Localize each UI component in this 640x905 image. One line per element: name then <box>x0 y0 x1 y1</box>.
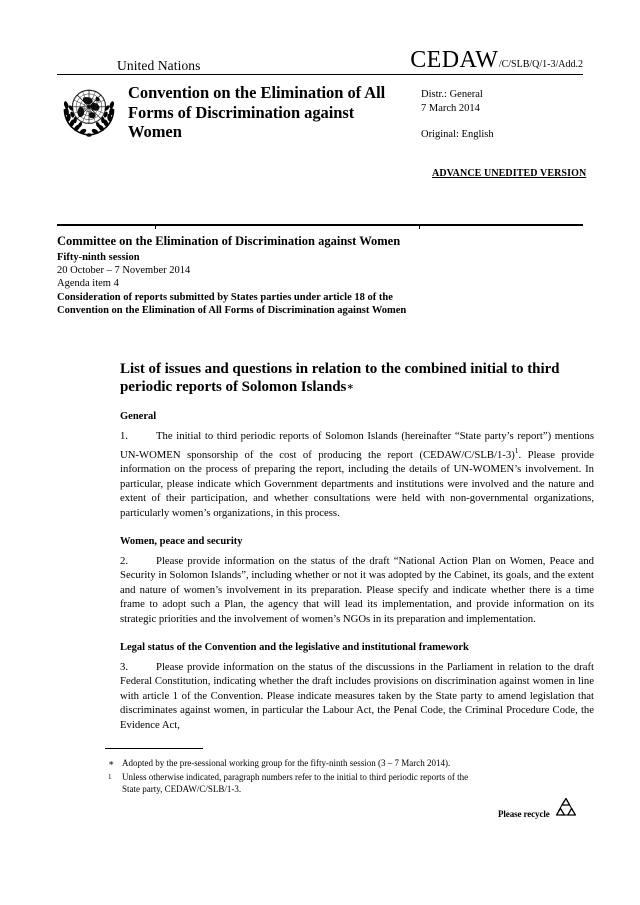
paragraph-text-a: Please provide information on the status of the discussions in the Parliament in relation to the draft Federal Constitution, indicating whether the draft includes provisions on discrimination against women in line with article 1 of the Convention. Please indicate measures taken by the State party to amend legislation that discriminates against women, in particular the Labour Act, the Penal Code, the Criminal Procedure Code, the Evidence Act, <box>120 660 594 731</box>
document-symbol-prefix: CEDAW <box>410 47 499 73</box>
convention-title: Convention on the Elimination of All Forms of Discrimination against Women <box>128 83 386 141</box>
recycle-label: Please recycle <box>498 808 550 819</box>
rule-tick-right <box>419 225 420 229</box>
footnote-text: Adopted by the pre-sessional working group for the fifty-ninth session (3 – 7 March 2014). <box>122 758 451 768</box>
document-date: 7 March 2014 <box>421 103 480 114</box>
footnote-text <box>122 771 595 796</box>
original-language: Original: English <box>421 129 494 140</box>
footnote-text-line1: Unless otherwise indicated, paragraph numbers refer to the initial to third periodic reports of the <box>122 771 469 782</box>
advance-unedited-notice: ADVANCE UNEDITED VERSION <box>432 168 587 179</box>
committee-dates: 20 October – 7 November 2014 <box>57 265 191 276</box>
footnote-marker: 1 <box>108 772 112 781</box>
masthead-top-row <box>57 48 583 72</box>
committee-session: Fifty-ninth session <box>57 252 140 263</box>
spacer <box>421 116 494 128</box>
page-title <box>120 360 594 396</box>
paragraph-text-a: The initial to third periodic reports of Solomon Islands (hereinafter “State party’s report”) mentions UN-WOMEN sponsorship of the cost of producing the report (CEDAW/C/SLB/1-3) <box>120 430 594 461</box>
paragraph-text-b: . Please provide information on the process of preparing the report, including the details of UN-WOMEN’s involvement. In particular, please indicate which Government departments and institutions were involved and the nature and extent of their participation, and whether consultations were held with non-governmental organizations, particularly women’s organizations, in this process. <box>120 448 595 519</box>
recycle-icon <box>550 796 579 831</box>
page-title-text: List of issues and questions in relation to the combined initial to third periodic reports of Solomon Islands <box>120 361 560 395</box>
section-heading-general: General <box>120 411 157 422</box>
paragraph-number: 1. <box>120 430 129 442</box>
document-body <box>120 360 594 747</box>
please-recycle <box>498 796 579 831</box>
distribution-block <box>421 88 494 142</box>
title-footnote-marker: ∗ <box>346 381 354 393</box>
footnote-marker: ∗ <box>108 758 115 768</box>
un-emblem <box>59 82 119 140</box>
committee-consideration: Consideration of reports submitted by States parties under article 18 of the Convention on the Elimination of All Forms of Discrimination against Women <box>57 292 407 316</box>
paragraph-3 <box>120 660 594 733</box>
document-symbol <box>410 48 583 72</box>
footnote-item <box>105 771 595 796</box>
section-heading-legal-status: Legal status of the Convention and the legislative and institutional framework <box>120 641 469 653</box>
footnote-item <box>105 757 595 770</box>
rule-tick-left <box>155 225 156 229</box>
committee-agenda-item: Agenda item 4 <box>57 278 119 289</box>
section-heading-women-peace-security: Women, peace and security <box>120 535 243 547</box>
masthead-bottom-rule <box>57 224 583 226</box>
organization-name: United Nations <box>117 57 201 73</box>
paragraph-number: 3. <box>120 660 129 673</box>
committee-name: Committee on the Elimination of Discrimination against Women <box>57 234 401 248</box>
footnotes-block <box>105 757 595 797</box>
paragraph-2 <box>120 554 594 627</box>
paragraph-number: 2. <box>120 554 129 567</box>
footnote-ref: 1 <box>514 445 519 455</box>
masthead <box>57 48 583 75</box>
distribution-line: Distr.: General <box>421 89 483 100</box>
masthead-top-rule <box>57 74 583 75</box>
paragraph-text-a: Please provide information on the status of the draft “National Action Plan on Women, Peace and Security in Solomon Islands”, including whether or not it was adopted by the Cabinet, its goals, and the extent and nature of women’s involvement in its preparation. Please specify and indicate whether there is a time frame to adopt such a Plan, the agency that will lead its implementation, and provide information on its strategic priorities and the involvement of women’s NGOs in its preparation and implementation. <box>120 554 594 625</box>
footnote-separator <box>105 748 203 749</box>
committee-block <box>57 234 417 317</box>
paragraph-1 <box>120 429 594 521</box>
document-symbol-suffix: /C/SLB/Q/1-3/Add.2 <box>498 59 583 70</box>
footnote-text-line2: State party, CEDAW/C/SLB/1-3. <box>122 784 242 795</box>
